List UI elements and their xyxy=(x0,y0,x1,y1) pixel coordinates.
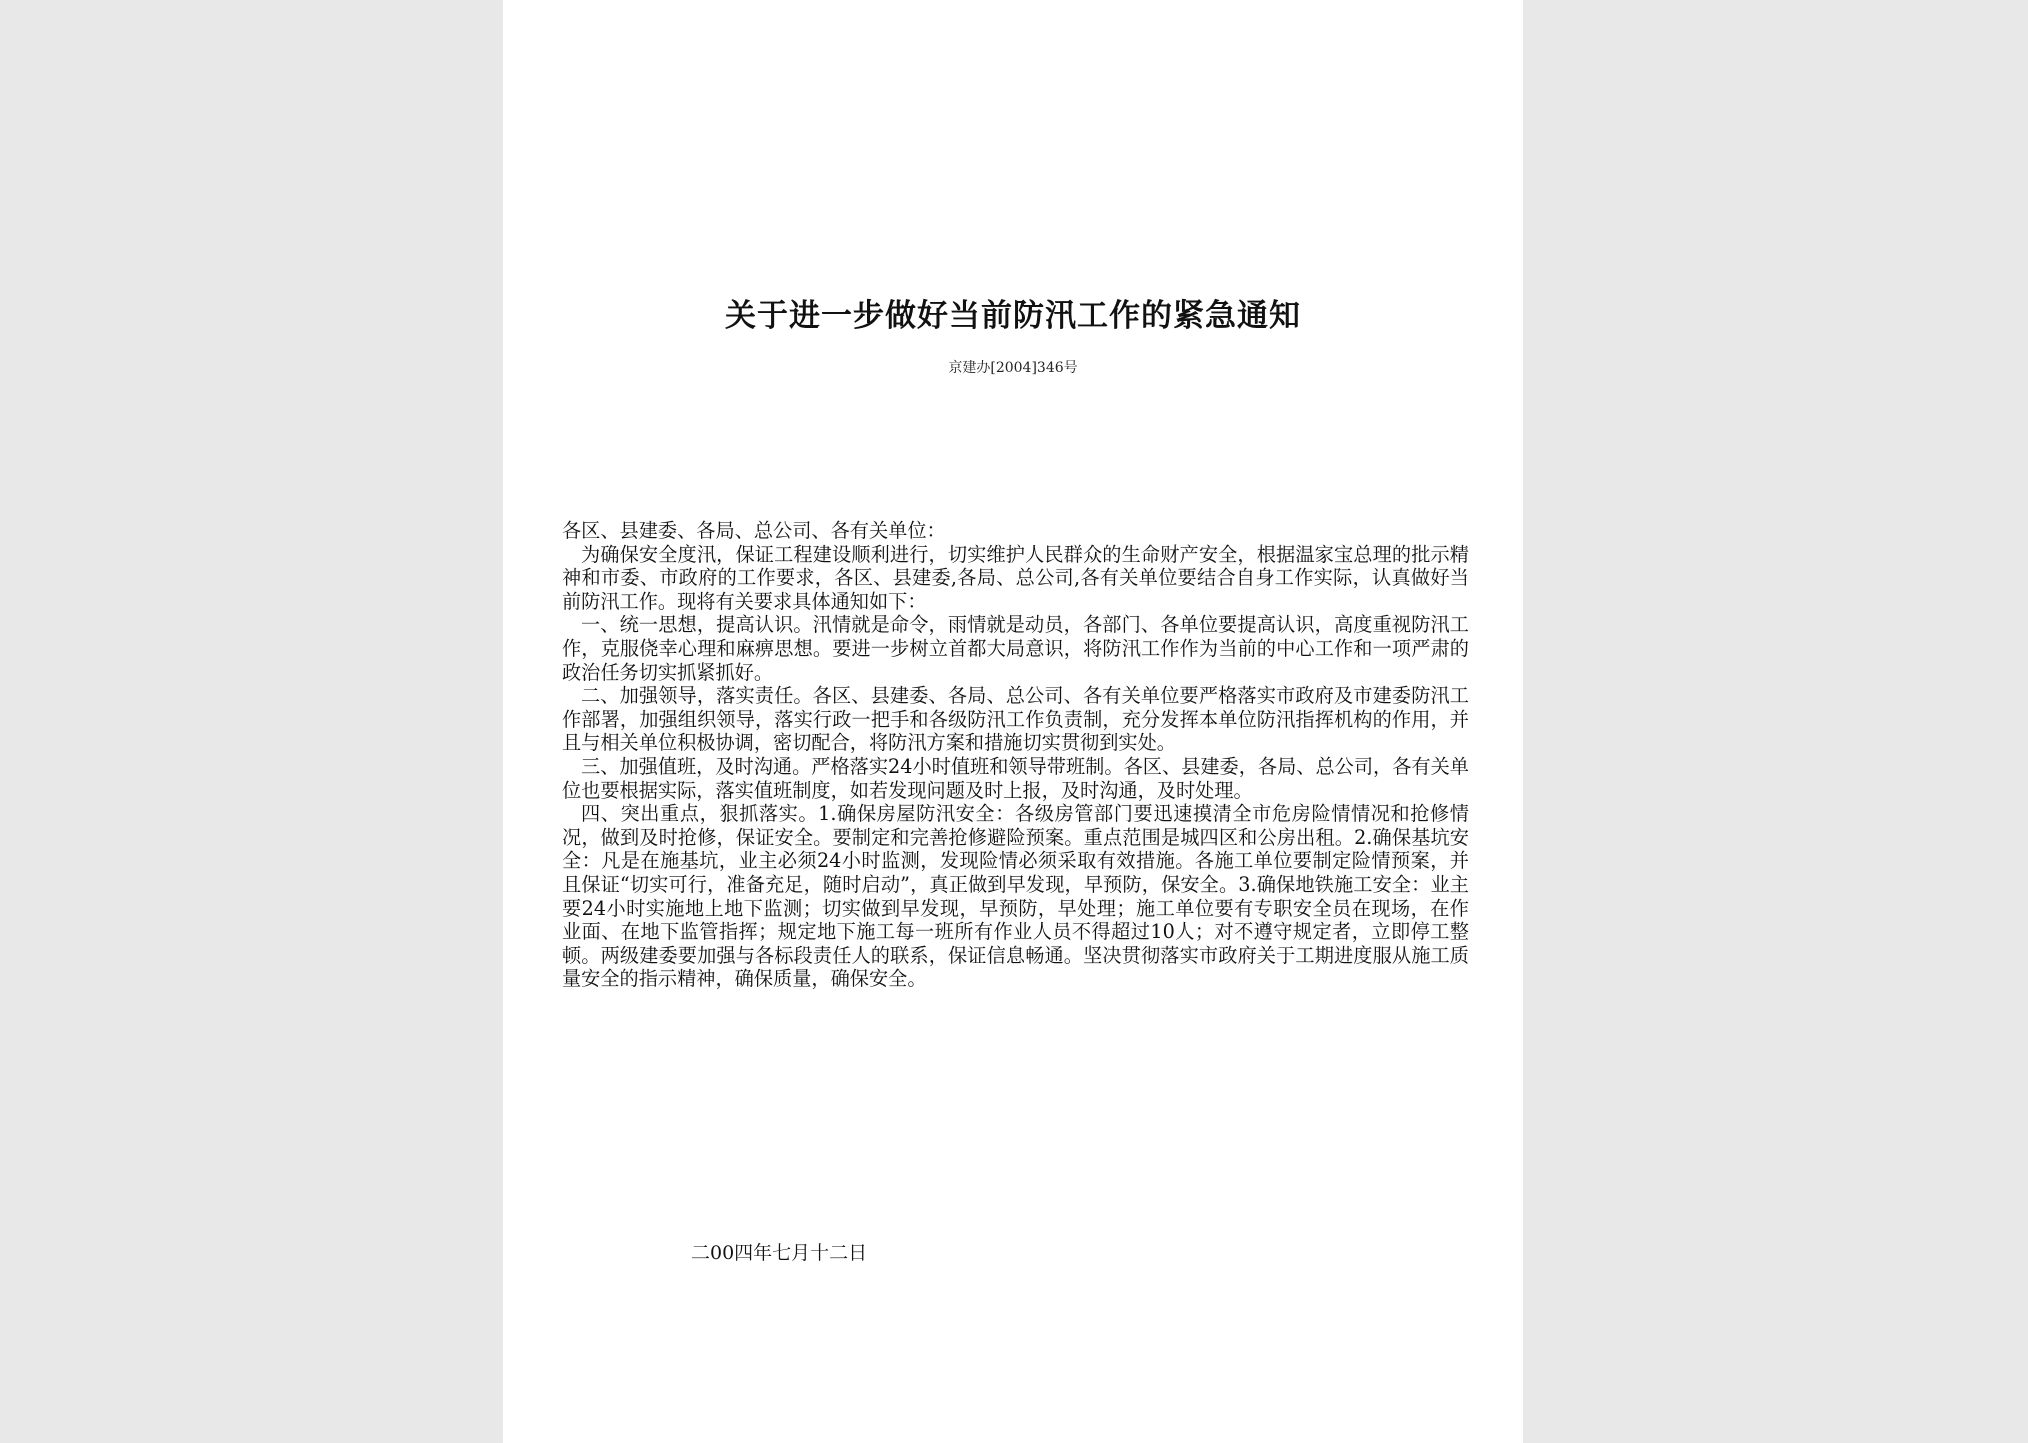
paragraph-intro: 为确保安全度汛，保证工程建设顺利进行，切实维护人民群众的生命财产安全，根据温家宝总理的批示精神和市委、市政府的工作要求，各区、县建委,各局、总公司,各有关单位要结合自身工作实际，认真做好当前防汛工作。现将有关要求具体通知如下： xyxy=(562,542,1469,613)
document-date: 二00四年七月十二日 xyxy=(691,1242,868,1264)
document-body xyxy=(562,519,1469,991)
paragraph-section-2: 二、加强领导，落实责任。各区、县建委、各局、总公司、各有关单位要严格落实市政府及市建委防汛工作部署，加强组织领导，落实行政一把手和各级防汛工作负责制，充分发挥本单位防汛指挥机构的作用，并且与相关单位积极协调，密切配合，将防汛方案和措施切实贯彻到实处。 xyxy=(562,684,1469,755)
document-title: 关于进一步做好当前防汛工作的紧急通知 xyxy=(725,298,1301,334)
salutation: 各区、县建委、各局、总公司、各有关单位： xyxy=(562,519,946,542)
paragraph-section-1: 一、统一思想，提高认识。汛情就是命令，雨情就是动员，各部门、各单位要提高认识，高度重视防汛工作，克服侥幸心理和麻痹思想。要进一步树立首都大局意识，将防汛工作作为当前的中心工作和一项严肃的政治任务切实抓紧抓好。 xyxy=(562,613,1469,684)
paragraph-section-4: 四、突出重点，狠抓落实。1.确保房屋防汛安全：各级房管部门要迅速摸清全市危房险情情况和抢修情况，做到及时抢修，保证安全。要制定和完善抢修避险预案。重点范围是城四区和公房出租。2.确保基坑安全：凡是在施基坑，业主必须24小时监测，发现险情必须采取有效措施。各施工单位要制定险情预案，并且保证“切实可行，准备充足，随时启动”，真正做到早发现，早预防，保安全。3.确保地铁施工安全：业主要24小时实施地上地下监测；切实做到早发现，早预防，早处理；施工单位要有专职安全员在现场，在作业面、在地下监管指挥；规定地下施工每一班所有作业人员不得超过10人；对不遵守规定者，立即停工整顿。两级建委要加强与各标段责任人的联系，保证信息畅通。坚决贯彻落实市政府关于工期进度服从施工质量安全的指示精神，确保质量，确保安全。 xyxy=(562,802,1469,991)
paragraph-section-3: 三、加强值班，及时沟通。严格落实24小时值班和领导带班制。各区、县建委，各局、总公司，各有关单位也要根据实际，落实值班制度，如若发现问题及时上报，及时沟通，及时处理。 xyxy=(562,754,1469,802)
document-number: 京建办[2004]346号 xyxy=(948,360,1078,376)
document-page xyxy=(503,0,1523,1443)
